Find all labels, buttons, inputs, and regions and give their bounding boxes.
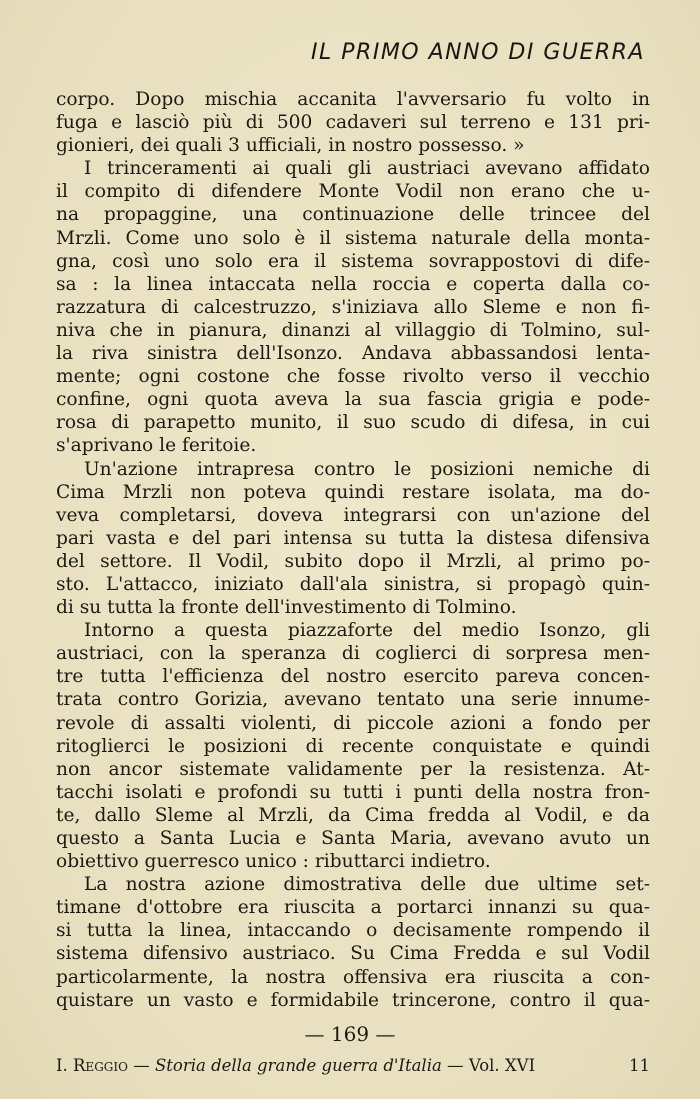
text-line: di su tutta la fronte dell'investimento di Tolmino.	[56, 597, 517, 619]
text-line: austriaci, con la speranza di coglierci di sorpresa men-	[56, 643, 650, 665]
text-line: mente; ogni costone che fosse rivolto verso il vecchio	[56, 366, 650, 388]
text-line: gna, così uno solo era il sistema sovrappostovi di dife-	[56, 250, 650, 272]
footer-volume: Vol. XVI	[468, 1056, 536, 1075]
footer-separator: —	[127, 1056, 155, 1075]
text-line: La nostra azione dimostrativa delle due ultime set-	[84, 874, 650, 896]
text-line: sto. L'attacco, iniziato dall'ala sinistra, si propagò quin-	[56, 573, 650, 595]
text-line: ritoglierci le posizioni di recente conquistate e quindi	[56, 735, 650, 757]
footer-separator: —	[441, 1056, 469, 1075]
footer-title: Storia della grande guerra d'Italia	[154, 1056, 442, 1075]
text-line: particolarmente, la nostra offensiva era riuscita a con-	[56, 966, 650, 988]
text-line: sistema difensivo austriaco. Su Cima Fredda e sul Vodil	[56, 943, 650, 965]
page-number: — 169 —	[304, 1022, 396, 1046]
text-line: Mrzli. Come uno solo è il sistema naturale della monta-	[56, 227, 650, 249]
text-line: te, dallo Sleme al Mrzli, da Cima fredda al Vodil, e da	[56, 804, 650, 826]
footer-signature: 11	[629, 1056, 650, 1075]
text-line: Un'azione intrapresa contro le posizioni nemiche di	[84, 458, 650, 480]
footer-author: I. Reggio	[56, 1056, 128, 1075]
text-line: Cima Mrzli non poteva quindi restare isolata, ma do-	[56, 481, 650, 503]
text-line: fuga e lasciò più di 500 cadaveri sul terreno e 131 pri-	[56, 112, 650, 134]
text-line: confine, ogni quota aveva la sua fascia grigia e pode-	[56, 389, 650, 411]
text-line: del settore. Il Vodil, subito dopo il Mrzli, al primo po-	[56, 550, 650, 572]
text-line: trata contro Gorizia, avevano tentato una serie innume-	[56, 689, 650, 711]
text-line: corpo. Dopo mischia accanita l'avversario fu volto in	[56, 89, 650, 110]
text-line: I trinceramenti ai quali gli austriaci avevano affidato	[84, 158, 650, 180]
text-line: quistare un vasto e formidabile trincerone, contro il qua-	[56, 989, 650, 1011]
body-text	[56, 88, 650, 1012]
text-line: revole di assalti violenti, di piccole azioni a fondo per	[56, 712, 650, 734]
text-line: il compito di difendere Monte Vodil non erano che u-	[56, 181, 650, 203]
text-line: veva completarsi, doveva integrarsi con un'azione del	[56, 504, 650, 526]
text-line: si tutta la linea, intaccando o decisamente rompendo il	[56, 920, 650, 942]
text-line: timane d'ottobre era riuscita a portarci innanzi su qua-	[56, 897, 650, 919]
text-line: razzatura di calcestruzzo, s'iniziava allo Sleme e non fi-	[56, 296, 650, 318]
text-line: niva che in pianura, dinanzi al villaggio di Tolmino, sul-	[56, 319, 650, 341]
text-line: s'aprivano le feritoie.	[56, 435, 257, 457]
text-line: questo a Santa Lucia e Santa Maria, avevano avuto un	[56, 828, 650, 849]
text-line: non ancor sistemate validamente per la resistenza. At-	[56, 758, 650, 780]
text-line: na propaggine, una continuazione delle trincee del	[56, 204, 650, 226]
text-line: Intorno a questa piazzaforte del medio Isonzo, gli	[84, 620, 650, 642]
text-line: la riva sinistra dell'Isonzo. Andava abbassandosi lenta-	[56, 343, 650, 365]
footer-line	[56, 1056, 650, 1075]
text-line: sa : la linea intaccata nella roccia e coperta dalla co-	[56, 273, 650, 295]
text-line: tacchi isolati e profondi su tutti i punti della nostra fron-	[56, 781, 650, 803]
text-line: pari vasta e del pari intensa su tutta la distesa difensiva	[56, 527, 650, 549]
text-line: obiettivo guerresco unico : ributtarci indietro.	[56, 851, 491, 873]
text-line: tre tutta l'efficienza del nostro esercito pareva concen-	[56, 666, 650, 688]
text-line: rosa di parapetto munito, il suo scudo di difesa, in cui	[56, 412, 650, 434]
text-line: gionieri, dei quali 3 ufficiali, in nostro possesso. »	[56, 135, 525, 157]
running-head: IL PRIMO ANNO DI GUERRA	[311, 40, 645, 65]
